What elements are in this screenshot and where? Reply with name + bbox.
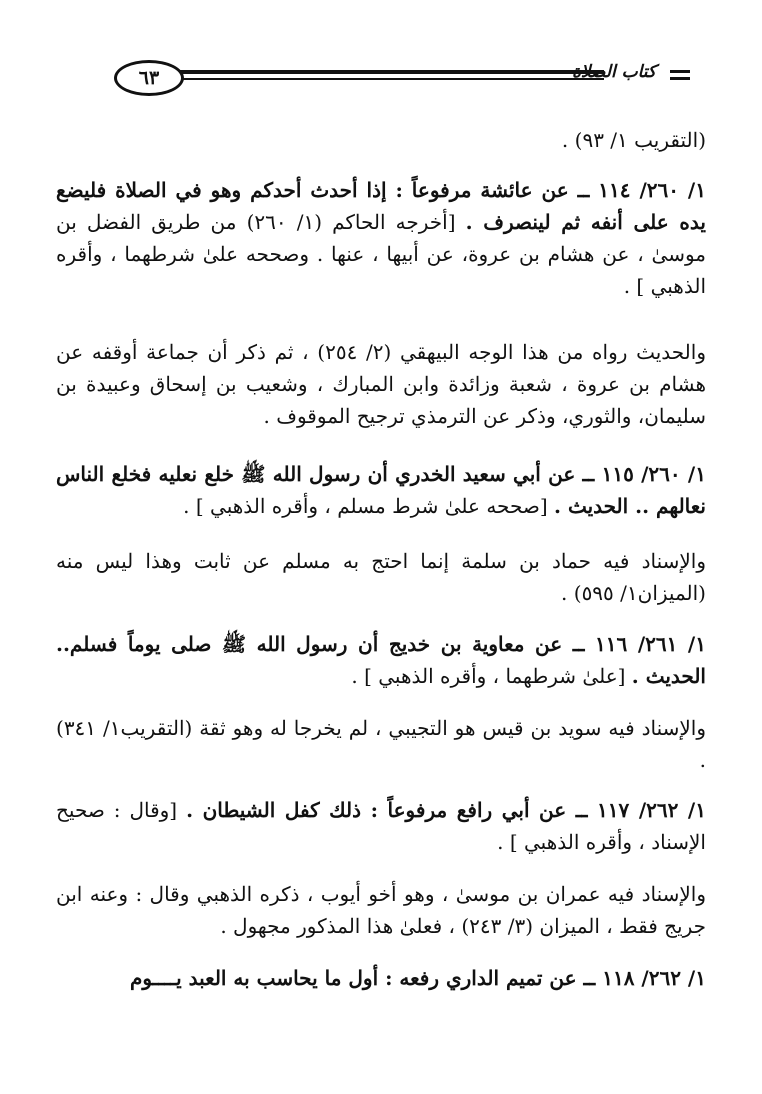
hadith-entry: ١/ ٢٦٢/ ١١٨ ــ عن تميم الداري رفعه : أول ما يحاسب به العبد يــــوم xyxy=(129,966,706,990)
header-mark xyxy=(670,77,690,80)
book-title: كتاب الصلاة xyxy=(571,62,656,82)
paragraph: والحديث رواه من هذا الوجه البيهقي (٢/ ٢٥٤) ، ثم ذكر أن جماعة أوقفه عن هشام بن عروة ، شعبة وزائدة وابن المبارك ، وشعيب بن إسحاق وعبيدة بن سليمان، والثوري، وذكر عن الترمذي ترجيح الموقوف . xyxy=(56,340,706,428)
header-mark xyxy=(670,70,690,73)
paragraph: والإسناد فيه سويد بن قيس هو التجيبي ، لم يخرجا له وهو ثقة (التقريب١/ ٣٤١) . xyxy=(56,716,706,772)
paragraph: والإسناد فيه حماد بن سلمة إنما احتج به مسلم عن ثابت وهذا ليس منه (الميزان١/ ٥٩٥) . xyxy=(56,549,706,605)
header-rule xyxy=(174,70,604,74)
paragraph: والإسناد فيه عمران بن موسىٰ ، وهو أخو أيوب ، ذكره الذهبي وقال : وعنه ابن جريج فقط ، الميزان (٣/ ٢٤٣) ، فعلىٰ هذا المذكور مجهول . xyxy=(56,882,706,938)
hadith-entry: ١/ ٢٦٠/ ١١٤ ــ عن عائشة مرفوعاً : إذا أحدث أحدكم وهو في الصلاة فليضع يده على أنفه ثم لينصرف . [أخرجه الحاكم (١/ ٢٦٠) من طريق الفضل بن موسىٰ ، عن هشام بن عروة، عن أبيها ، عنها . وصححه علىٰ شرطهما ، وأقره الذهبي ] . xyxy=(56,178,706,298)
hadith-entry: ١/ ٢٦٠/ ١١٥ ــ عن أبي سعيد الخدري أن رسول الله ﷺ خلع نعليه فخلع الناس نعالهم .. الحديث . [صححه علىٰ شرط مسلم ، وأقره الذهبي ] . xyxy=(56,462,706,518)
page-header xyxy=(96,56,696,96)
paragraph: (التقريب ١/ ٩٣) . xyxy=(561,128,706,152)
hadith-entry: ١/ ٢٦١/ ١١٦ ــ عن معاوية بن خديج أن رسول الله ﷺ صلى يوماً فسلم.. الحديث . [علىٰ شرطهما ، وأقره الذهبي ] . xyxy=(56,632,706,688)
header-rule-thin xyxy=(174,78,604,80)
page-number: ٦٣ xyxy=(114,60,184,96)
hadith-entry: ١/ ٢٦٢/ ١١٧ ــ عن أبي رافع مرفوعاً : ذلك كفل الشيطان . [وقال : صحيح الإسناد ، وأقره الذهبي ] . xyxy=(56,798,706,854)
